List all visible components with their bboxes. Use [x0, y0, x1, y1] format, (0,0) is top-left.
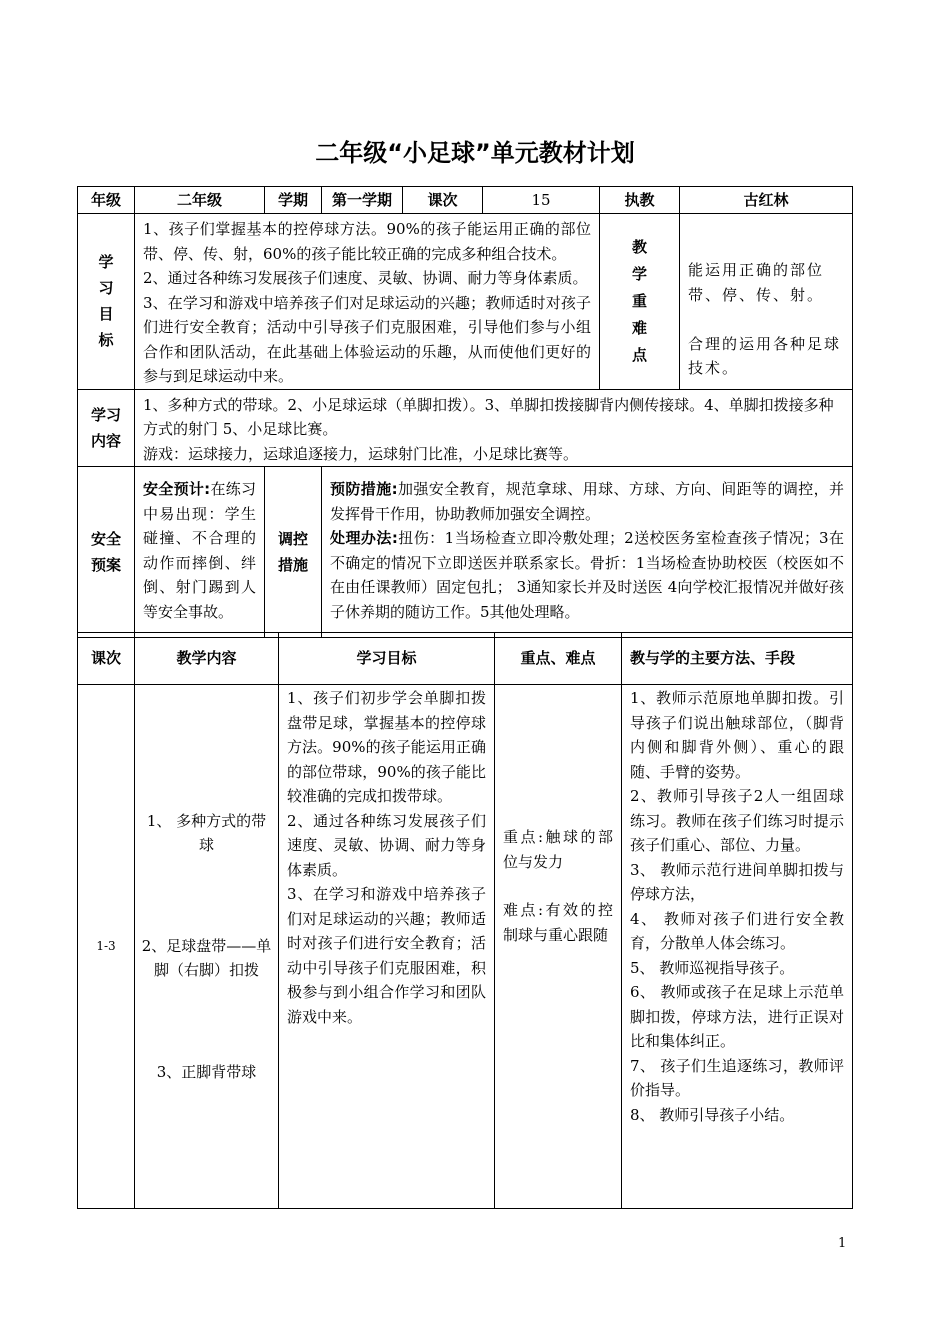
term-value: 第一学期: [322, 187, 403, 214]
prevent-text: 加强安全教育，规范拿球、用球、方球、方向、间距等的调控，并发挥骨干作用，协助教师加强安全调控。: [330, 480, 845, 523]
methods-cell: 1、教师示范原地单脚扣拨。引导孩子们说出触球部位，（脚背内侧和脚背外侧）、重心的跟随、手臂的姿势。 2、教师引导孩子2人一组固球练习。教师在孩子们练习时提示孩子们重心、部位、力量。 3、 教师示范行进间单脚扣拨与停球方法， 4、 教师对孩子们进行安全教育，分散单人体会练习。 5、 教师巡视指导孩子。 6、 教师或孩子在足球上示范单脚扣拨，停球方法，进行正误对比和集体纠正。 7、 孩子们生追逐练习，教师评价指导。 8、 教师引导孩子小结。: [622, 685, 853, 1209]
content-item: 3、正脚背带球: [156, 1063, 257, 1081]
handle-text: 扭伤：1当场检查立即冷敷处理；2送校医务室检查孩子情况；3在不确定的情况下立即送医并联系家长。骨折：1当场检查协助校医（校医如不在由任课教师）固定包扎； 3通知家长并及时送医 4向学校汇报情况并做好孩子休养期的随访工作。5其他处理略。: [330, 529, 845, 621]
info-table: [77, 186, 853, 638]
prevent-title: 预防措施:: [330, 480, 398, 498]
objectives-label: 学习目标: [78, 214, 135, 390]
keypoints-cell: [495, 685, 622, 1209]
col-goals-header: 学习目标: [279, 633, 495, 685]
content-item: 1、 多种方式的带球: [146, 812, 267, 854]
content-label: 学习内容: [78, 389, 135, 467]
forecast-title: 安全预计:: [143, 480, 211, 498]
objectives-text: 1、孩子们掌握基本的控停球方法。90%的孩子能运用正确的部位带、停、传、射，60%的孩子能比较正确的完成多种组合技术。 2、通过各种练习发展孩子们速度、灵敏、协调、耐力等身体素质。 3、在学习和游戏中培养孩子们对足球运动的兴趣；教师适时对孩子们进行安全教育；活动中引导孩子们克服困难，引导他们参与小组合作和团队活动，在此基础上体验运动的乐趣，从而使他们更好的参与到足球运动中来。: [135, 214, 600, 390]
forecast-text: 在练习中易出现：学生碰撞、不合理的动作而摔倒、绊倒、射门踢到人等安全事故。: [143, 480, 257, 621]
col-content-header: 教学内容: [135, 633, 279, 685]
content-item: 2、足球盘带——单脚（右脚）扣拨: [141, 937, 272, 979]
page-title: 二年级“小足球”单元教材计划: [315, 139, 635, 167]
safety-label: 安全预案: [78, 467, 135, 638]
handle-title: 处理办法:: [330, 529, 398, 547]
goals-cell: 1、孩子们初步学会单脚扣拨盘带足球，掌握基本的控停球方法。90%的孩子能运用正确的部位带球，90%的孩子能比较准确的完成扣拨带球。 2、通过各种练习发展孩子们速度、灵敏、协调、耐力等身体素质。 3、在学习和游戏中培养孩子们对足球运动的兴趣；教师适时对孩子们进行安全教育；活动中引导孩子们克服困难，积极参与到小组合作学习和团队游戏中来。: [279, 685, 495, 1209]
teacher-value: 古红林: [680, 187, 853, 214]
col-keypoints-header: 重点、难点: [495, 633, 622, 685]
col-methods-header: 教与学的主要方法、手段: [622, 633, 853, 685]
lesson-range: 1-3: [78, 685, 135, 1209]
difficulty: 难点:有效的控制球与重心跟随: [503, 901, 613, 944]
plan-table: [77, 632, 853, 1209]
key-point: 重点:触球的部位与发力: [503, 828, 613, 871]
lesson-label: 课次: [403, 187, 483, 214]
col-lesson-header: 课次: [78, 633, 135, 685]
safety-measures: [322, 467, 853, 638]
content-text: 1、多种方式的带球。2、小足球运球（单脚扣拨）。3、单脚扣拨接脚背内侧传接球。4、单脚扣拨接多种方式的射门 5、小足球比赛。 游戏：运球接力，运球追逐接力，运球射门比准，小足球比赛等。: [135, 389, 853, 467]
term-label: 学期: [265, 187, 322, 214]
key-points-label: 教学重难点: [600, 214, 680, 390]
lesson-value: 15: [483, 187, 600, 214]
grade-label: 年级: [78, 187, 135, 214]
key-points-text: 能运用正确的部位带、停、传、射。 合理的运用各种足球技术。: [680, 214, 853, 390]
page-number: 1: [838, 1236, 847, 1251]
content-cell: [135, 685, 279, 1209]
teacher-label: 执教: [600, 187, 680, 214]
safety-forecast: [135, 467, 265, 638]
grade-value: 二年级: [135, 187, 265, 214]
control-label: 调控措施: [265, 467, 322, 638]
